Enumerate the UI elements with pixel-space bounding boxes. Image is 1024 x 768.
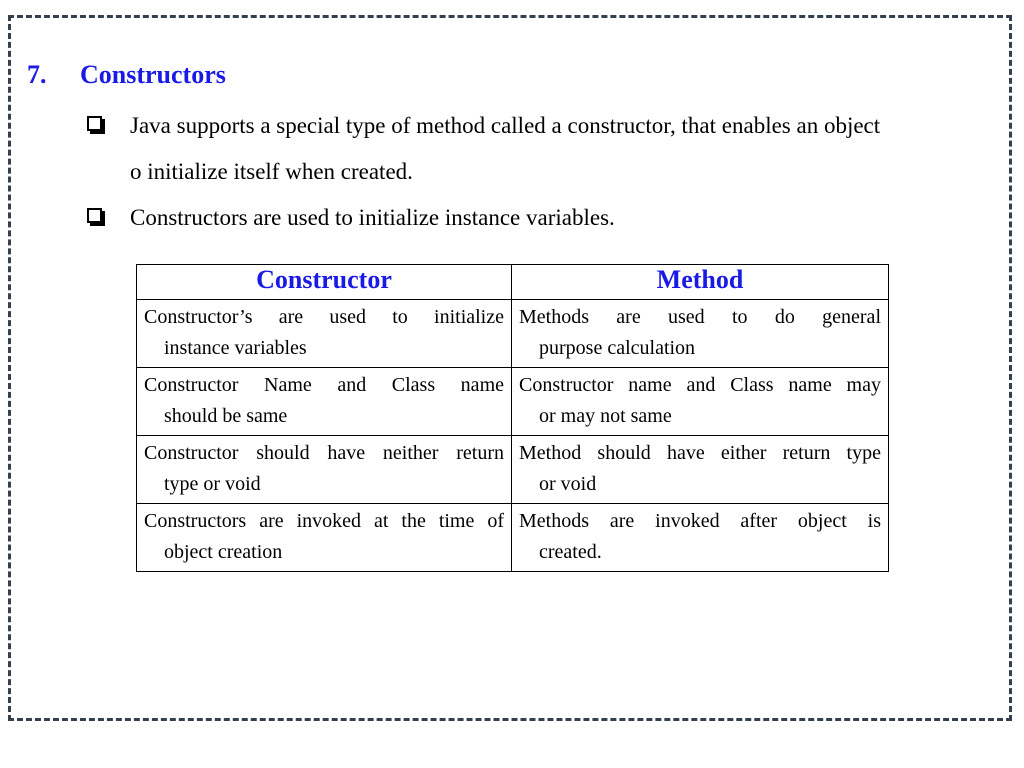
bullet-text-line-1: Constructors are used to initialize instance variables. <box>130 205 615 230</box>
cell-text-first: Method should have either return type <box>519 442 881 464</box>
cell-text-first: Constructor name and Class name may <box>519 374 881 396</box>
comparison-table <box>136 264 889 572</box>
table-row <box>137 368 889 436</box>
cell-text-rest: type or void <box>164 473 261 495</box>
cell-text-rest: or may not same <box>539 405 672 427</box>
cell-text-first: Constructor should have neither return <box>144 442 504 464</box>
cell-text-rest: created. <box>539 541 602 563</box>
method-cell <box>512 436 889 504</box>
cell-text-rest: object creation <box>164 541 283 563</box>
table-row <box>137 436 889 504</box>
column-header-method: Method <box>512 265 889 300</box>
bullet-item <box>87 103 987 195</box>
table-row <box>137 504 889 572</box>
bullet-text-line-1: Java supports a special type of method called a constructor, that enables an object <box>130 113 881 138</box>
method-cell <box>512 368 889 436</box>
constructor-cell <box>137 300 512 368</box>
column-header-constructor: Constructor <box>137 265 512 300</box>
cell-text-first: Constructors are invoked at the time of <box>144 510 504 532</box>
cell-text-rest: purpose calculation <box>539 337 696 359</box>
cell-text-first: Methods are used to do general <box>519 306 881 328</box>
table-header-row <box>137 265 889 300</box>
checkbox-bullet-icon <box>87 116 102 131</box>
table-row <box>137 300 889 368</box>
cell-text-rest: should be same <box>164 405 288 427</box>
bullet-text-line-2: o initialize itself when created. <box>130 159 413 184</box>
section-number: 7. <box>27 60 47 89</box>
constructor-cell <box>137 504 512 572</box>
method-cell <box>512 504 889 572</box>
bullet-item <box>87 195 987 241</box>
constructor-cell <box>137 368 512 436</box>
cell-text-rest: or void <box>539 473 597 495</box>
method-cell <box>512 300 889 368</box>
cell-text-first: Constructor’s are used to initialize <box>144 306 504 328</box>
section-heading <box>27 60 226 90</box>
section-title: Constructors <box>80 60 226 89</box>
constructor-cell <box>137 436 512 504</box>
cell-text-rest: instance variables <box>164 337 307 359</box>
cell-text-first: Methods are invoked after object is <box>519 510 881 532</box>
checkbox-bullet-icon <box>87 208 102 223</box>
cell-text-first: Constructor Name and Class name <box>144 374 504 396</box>
